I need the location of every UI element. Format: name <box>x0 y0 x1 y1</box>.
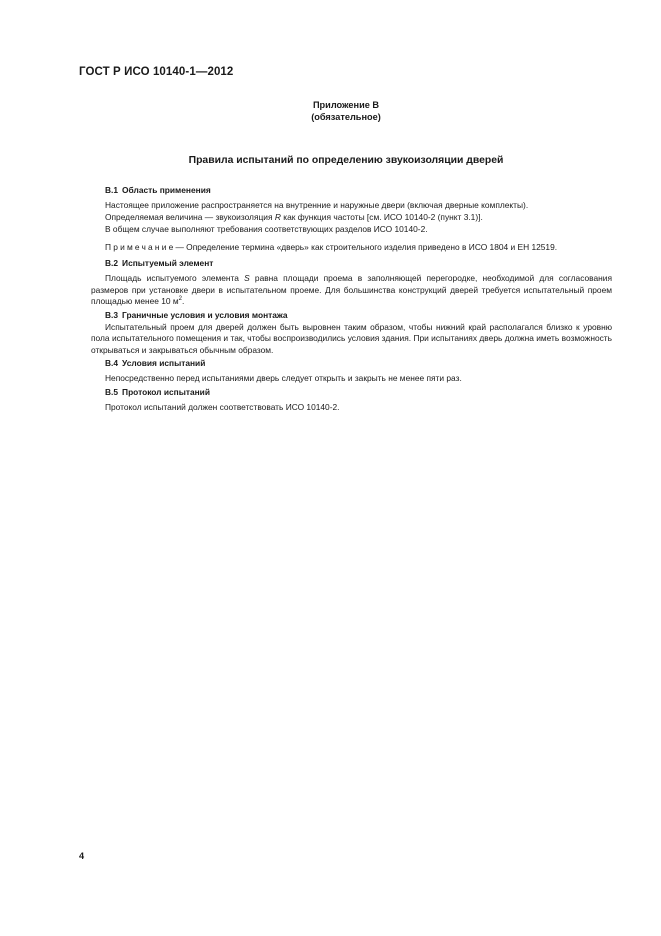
annex-title: Правила испытаний по определению звукоизоляции дверей <box>188 155 504 166</box>
symbol-s: S <box>244 273 250 283</box>
annex-header <box>0 99 661 123</box>
section-number: В.2 <box>105 258 119 268</box>
note-text: — Определение термина «дверь» как строительного изделия приведено в ИСО 1804 и ЕН 12519. <box>175 241 558 252</box>
paragraph: Протокол испытаний должен соответствовать ИСО 10140-2. <box>105 401 340 412</box>
section-heading-b4 <box>91 356 612 370</box>
section-heading-b3 <box>91 308 612 322</box>
paragraph: Настоящее приложение распространяется на внутренние и наружные двери (включая дверные комплекты). <box>105 200 529 210</box>
section-number: В.1 <box>105 185 119 195</box>
paragraph: Непосредственно перед испытаниями дверь следует открыть и закрыть не менее пяти раз. <box>105 373 462 383</box>
section-title: Испытуемый элемент <box>122 258 214 268</box>
symbol-r: R <box>274 211 281 222</box>
standard-code: ГОСТ Р ИСО 10140-1—2012 <box>79 66 234 78</box>
paragraph: Испытательный проем для дверей должен быть выровнен таким образом, чтобы нижний край располагался близко к уровню пола испытательного помещения и так, чтобы воспроизводились условия здания. При испытаниях дверь должна иметь возможность открываться и закрываться обычным образом. <box>91 321 612 355</box>
superscript: 2 <box>178 296 183 303</box>
page-number: 4 <box>79 851 85 861</box>
note-label: Примечание <box>105 241 176 252</box>
document-body <box>91 183 612 413</box>
section-heading-b5 <box>91 385 612 399</box>
section-title: Граничные условия и условия монтажа <box>122 309 288 320</box>
paragraph: В общем случае выполняют требования соответствующих разделов ИСО 10140-2. <box>105 224 428 234</box>
note <box>91 242 612 254</box>
section-title: Область применения <box>122 185 211 195</box>
section-heading-b1 <box>91 183 612 197</box>
annex-status: (обязательное) <box>311 112 381 122</box>
section-number: В.5 <box>105 386 119 397</box>
section-heading-b2 <box>91 256 612 270</box>
paragraph: Площадь испытуемого элемента S равна площади проема в заполняющей перегородке, необходимой для согласования размеров при установке двери в испытательном проеме. Для большинства конструкций дверей требуется испытательный проем площадью менее 10 $м^2$. <box>91 273 612 306</box>
section-title: Протокол испытаний <box>122 386 210 397</box>
section-title: Условия испытаний <box>122 358 206 368</box>
section-number: В.3 <box>105 309 119 320</box>
paragraph: Определяемая величина — звукоизоляция R как функция частоты [см. ИСО 10140-2 (пункт 3.1)]. <box>105 211 483 222</box>
section-number: В.4 <box>105 358 119 368</box>
annex-label: Приложение В <box>312 100 380 110</box>
